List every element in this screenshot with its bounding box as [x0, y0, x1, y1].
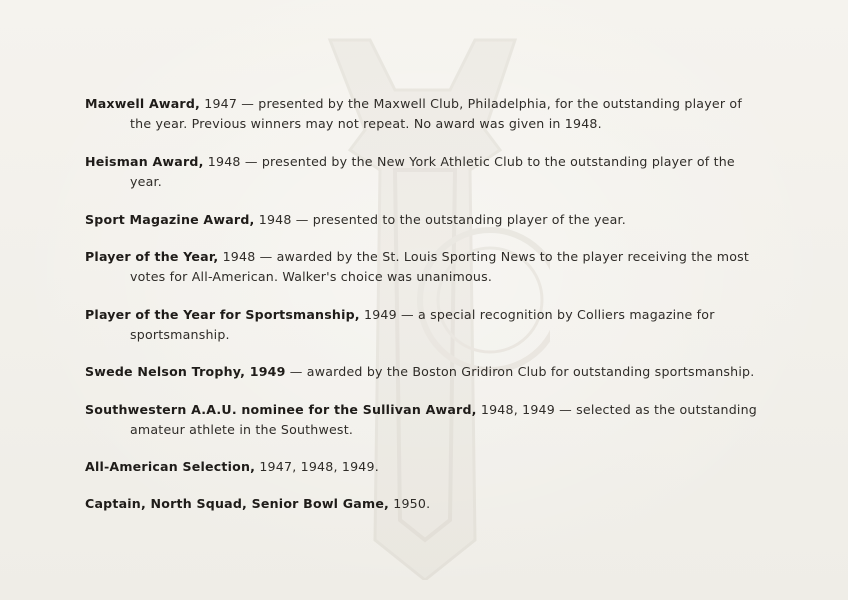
- award-name: Player of the Year,: [85, 249, 219, 264]
- award-item: [85, 94, 760, 134]
- award-description: 1947 — presented by the Maxwell Club, Philadelphia, for the outstanding player of the year. Previous winners may not repeat. No award was given in 1948.: [130, 96, 742, 131]
- award-item: [85, 400, 760, 440]
- award-name: Sport Magazine Award,: [85, 212, 255, 227]
- award-description: 1948 — awarded by the St. Louis Sporting News to the player receiving the most votes for All-American. Walker's choice was unanimous.: [130, 249, 750, 284]
- award-item: [85, 305, 760, 345]
- award-item: [85, 457, 760, 477]
- award-description: 1948, 1949 — selected as the outstanding amateur athlete in the Southwest.: [130, 402, 757, 437]
- award-item: [85, 210, 760, 230]
- award-name: Captain, North Squad, Senior Bowl Game,: [85, 496, 390, 511]
- award-description: 1948 — presented to the outstanding player of the year.: [254, 212, 626, 227]
- award-item: [85, 152, 760, 192]
- award-name: All-American Selection,: [85, 459, 256, 474]
- award-name: Player of the Year for Sportsmanship,: [85, 307, 360, 322]
- award-item: [85, 494, 760, 514]
- award-description: — awarded by the Boston Gridiron Club for outstanding sportsmanship.: [285, 364, 755, 379]
- award-name: Maxwell Award,: [85, 96, 201, 111]
- award-name: Heisman Award,: [85, 154, 204, 169]
- award-item: [85, 247, 760, 287]
- award-description: 1947, 1948, 1949.: [255, 459, 379, 474]
- award-description: 1949 — a special recognition by Colliers magazine for sportsmanship.: [130, 307, 715, 342]
- award-item: [85, 362, 760, 382]
- award-description: 1948 — presented by the New York Athletic Club to the outstanding player of the year.: [130, 154, 735, 189]
- award-name: Swede Nelson Trophy, 1949: [85, 364, 286, 379]
- award-description: 1950.: [389, 496, 431, 511]
- award-name: Southwestern A.A.U. nominee for the Sullivan Award,: [85, 402, 477, 417]
